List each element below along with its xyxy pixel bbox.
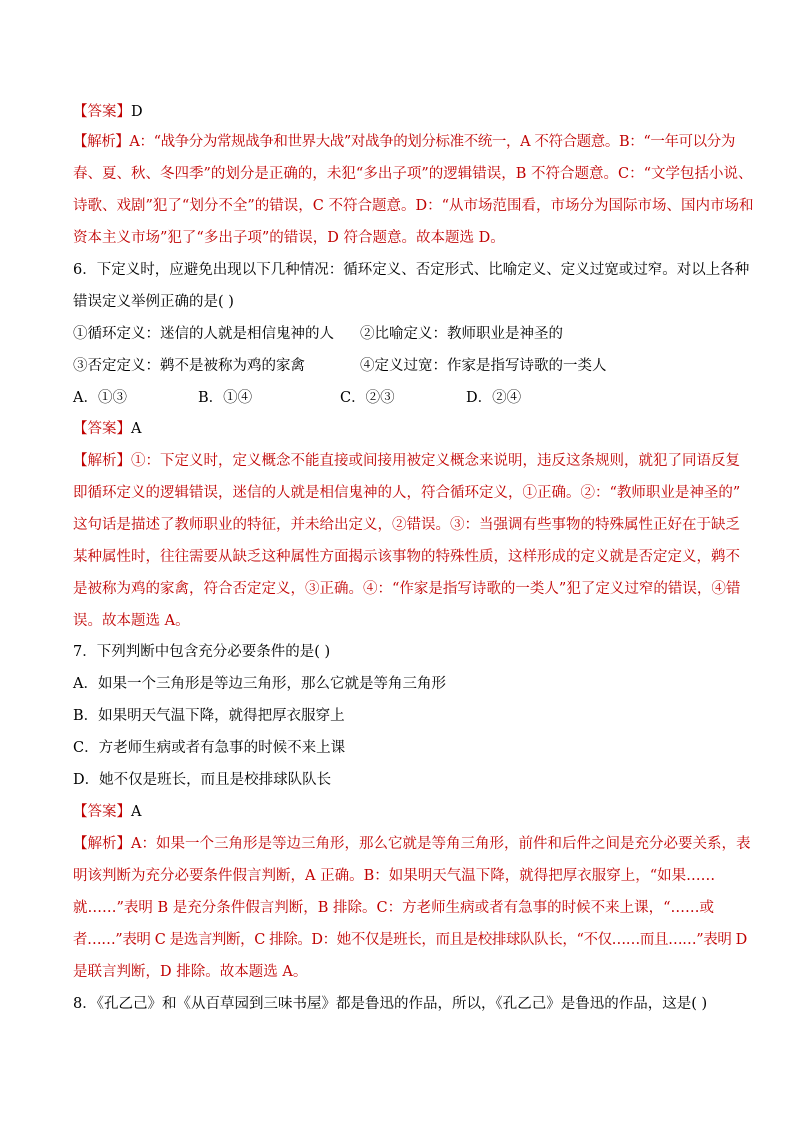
q6-analysis-line: 【解析】①：下定义时，定义概念不能直接或间接用被定义概念来说明，违反这条规则，就犯了同语反复 — [73, 453, 740, 469]
q6-analysis-line: 某种属性时，往往需要从缺乏这种属性方面揭示该事物的特殊性质，这样形成的定义就是否定定义，鹈不 — [73, 549, 740, 565]
q6-analysis-line: 误。故本题选 A。 — [73, 613, 190, 629]
q6-analysis-line: 即循环定义的逻辑错误，迷信的人就是相信鬼神的人，符合循环定义，①正确。②：“教师职业是神圣的” — [73, 485, 741, 501]
analysis-tag: 【解析】 — [73, 836, 131, 852]
q7-option-a: A．如果一个三角形是等边三角形，那么它就是等角三角形 — [73, 676, 446, 692]
q7-analysis-line: 明该判断为充分必要条件假言判断，A 正确。B：如果明天气温下降，就得把厚衣服穿上，“如果…… — [73, 868, 716, 884]
q6-option-a: A．①③ — [73, 390, 127, 406]
q6-analysis-line: 这句话是描述了教师职业的特征，并未给出定义，②错误。③：当强调有些事物的特殊属性正好在于缺乏 — [73, 517, 740, 533]
q7-option-c: C．方老师生病或者有急事的时候不来上课 — [73, 740, 346, 756]
q7-analysis-line: 【解析】A：如果一个三角形是等边三角形，那么它就是等角三角形，前件和后件之间是充分必要关系，表 — [73, 836, 751, 852]
answer-tag: 【答案】 — [73, 421, 131, 437]
q7-answer — [73, 802, 141, 822]
q5-analysis-line: 春、夏、秋、冬四季”的划分是正确的，未犯“多出子项”的逻辑错误，B 不符合题意。C：“文学包括小说、 — [73, 166, 753, 182]
answer-value: D — [131, 104, 143, 120]
answer-value: A — [131, 421, 142, 437]
q6-stem-line: 错误定义举例正确的是( ) — [73, 294, 234, 310]
q6-item-4: ④定义过宽：作家是指写诗歌的一类人 — [360, 358, 607, 374]
q6-option-d: D．②④ — [466, 390, 522, 406]
answer-tag: 【答案】 — [73, 104, 131, 120]
q6-item-3: ③否定定义：鹈不是被称为鸡的家禽 — [73, 358, 305, 374]
q6-answer — [73, 419, 141, 439]
q5-analysis-line: 资本主义市场”犯了“多出子项”的错误，D 符合题意。故本题选 D。 — [73, 230, 505, 246]
q6-stem-line: 6．下定义时，应避免出现以下几种情况：循环定义、否定形式、比喻定义、定义过宽或过窄。对以上各种 — [73, 262, 750, 278]
q7-analysis-line: 者……”表明 C 是选言判断，C 排除。D：她不仅是班长，而且是校排球队队长，“不仅……而且……”表明 D — [73, 932, 747, 948]
q5-analysis-line: 诗歌、戏剧”犯了“划分不全”的错误，C 不符合题意。D：“从市场范围看，市场分为国际市场、国内市场和 — [73, 198, 754, 214]
q7-stem: 7．下列判断中包含充分必要条件的是( ) — [73, 644, 331, 660]
q6-item-1: ①循环定义：迷信的人就是相信鬼神的人 — [73, 326, 334, 342]
answer-tag: 【答案】 — [73, 804, 131, 820]
q6-analysis-line: 是被称为鸡的家禽，符合否定定义，③正确。④：“作家是指写诗歌的一类人”犯了定义过窄的错误，④错 — [73, 581, 741, 597]
q7-option-d: D．她不仅是班长，而且是校排球队队长 — [73, 772, 332, 788]
q7-analysis-line: 是联言判断，D 排除。故本题选 A。 — [73, 964, 308, 980]
analysis-tag: 【解析】 — [73, 453, 131, 469]
q5-analysis-line: 【解析】A：“战争分为常规战争和世界大战”对战争的划分标准不统一，A 不符合题意。B：“一年可以分为 — [73, 134, 735, 150]
q7-option-b: B．如果明天气温下降，就得把厚衣服穿上 — [73, 708, 345, 724]
q7-analysis-line: 就……”表明 B 是充分条件假言判断，B 排除。C：方老师生病或者有急事的时候不来上课，“……或 — [73, 900, 715, 916]
q8-stem: 8．《孔乙己》和《从百草园到三味书屋》都是鲁迅的作品，所以，《孔乙己》是鲁迅的作品，这是( ) — [73, 996, 708, 1012]
q6-option-c: C．②③ — [340, 390, 395, 406]
answer-value: A — [131, 804, 142, 820]
analysis-tag: 【解析】 — [73, 134, 130, 150]
q6-item-2: ②比喻定义：教师职业是神圣的 — [360, 326, 563, 342]
q5-answer — [73, 102, 143, 122]
q6-option-b: B．①④ — [198, 390, 253, 406]
